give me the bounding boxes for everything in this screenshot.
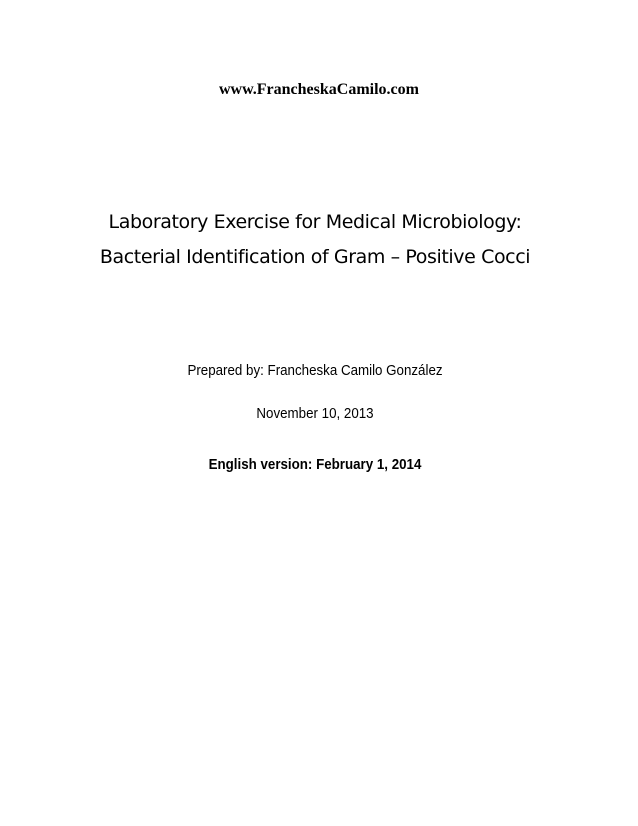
prepared-by: Prepared by: Francheska Camilo González <box>187 363 443 379</box>
website-header: www.FrancheskaCamilo.com <box>219 81 419 98</box>
document-title <box>0 205 630 275</box>
title-line-1: Laboratory Exercise for Medical Microbiology: <box>108 211 522 233</box>
english-version-date: English version: February 1, 2014 <box>208 457 422 473</box>
title-line-2: Bacterial Identification of Gram – Positive Cocci <box>99 246 531 268</box>
document-date: November 10, 2013 <box>256 406 374 422</box>
